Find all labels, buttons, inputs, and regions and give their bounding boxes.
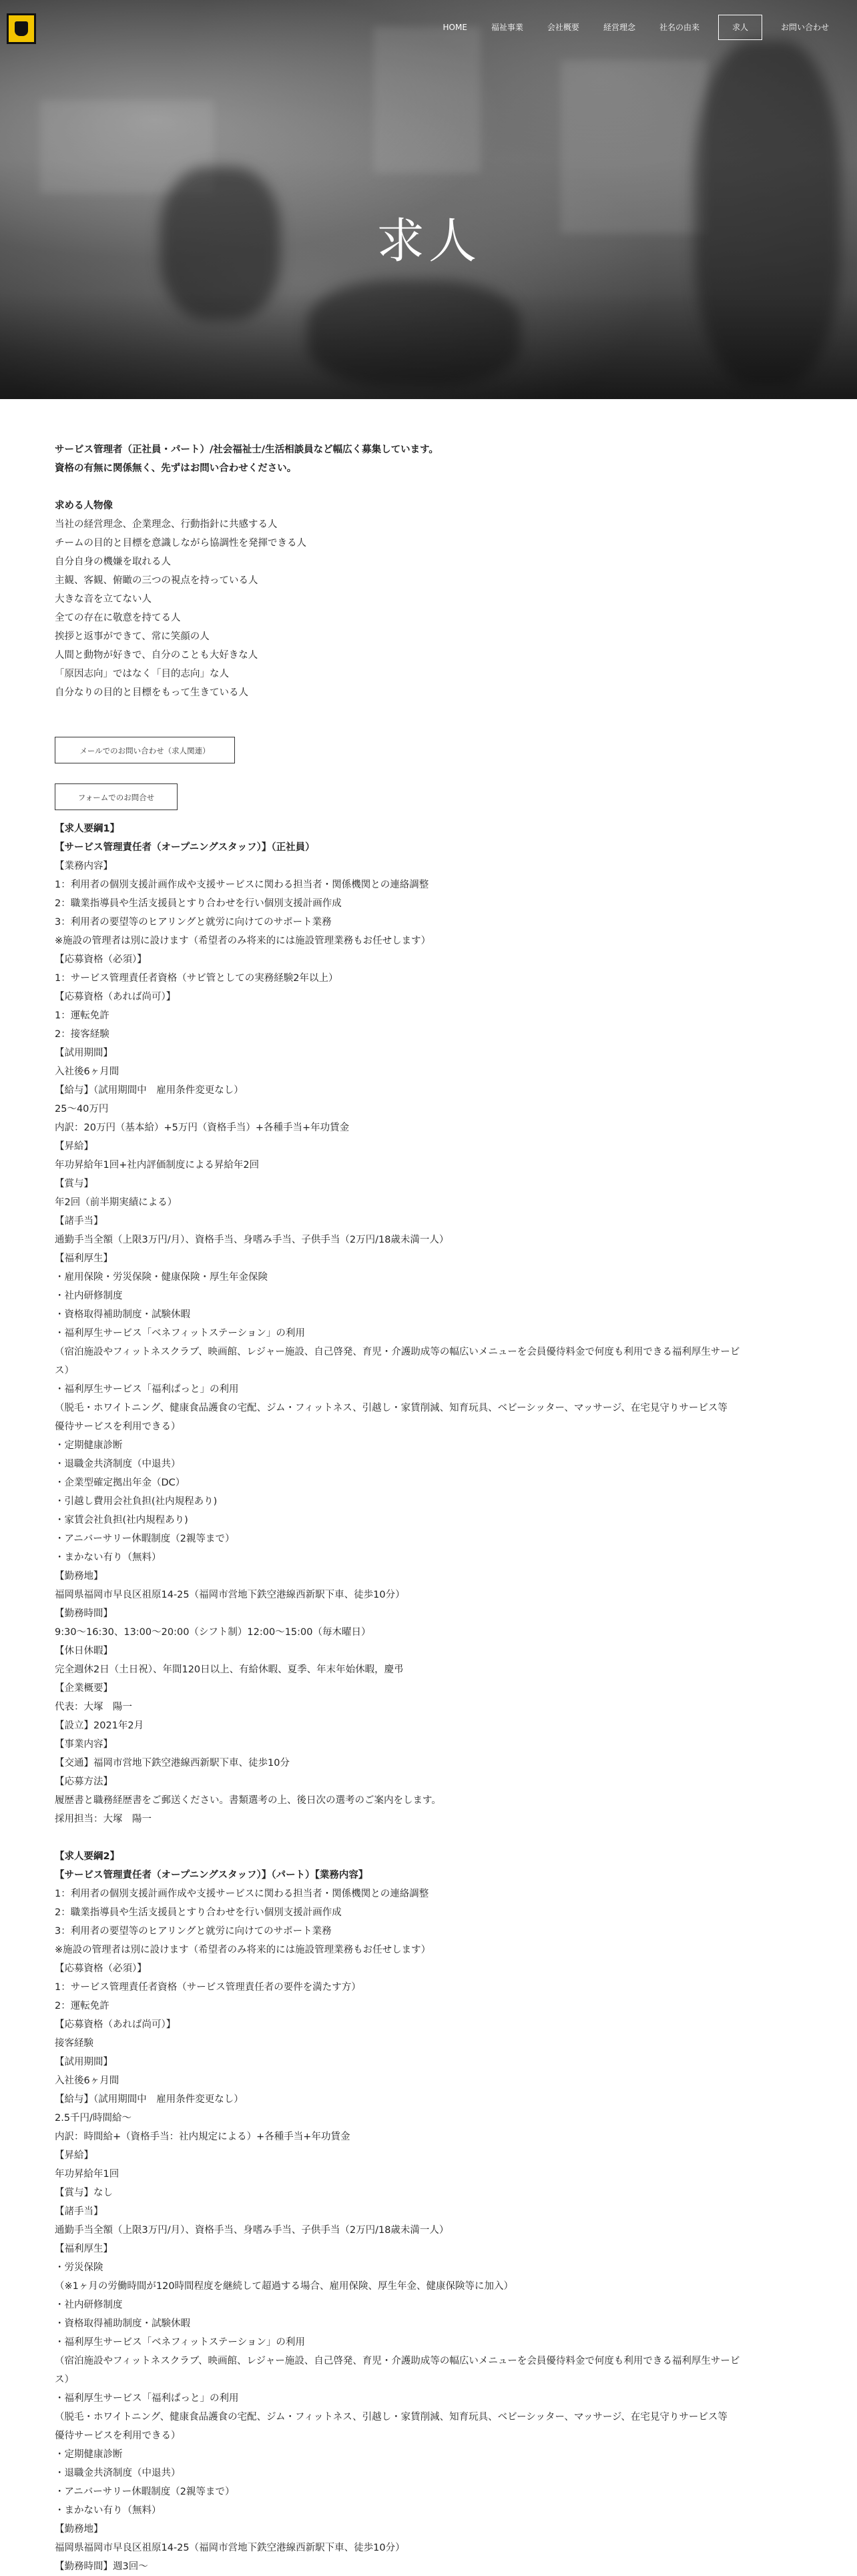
job-line: ・社内研修制度 xyxy=(55,2300,123,2310)
job-line: 2：接客経験 xyxy=(55,1029,109,1040)
job-line: 【福利厚生】 xyxy=(55,1253,113,1264)
logo-mark-icon xyxy=(15,21,28,36)
job-line: 【応募資格（あれば尚可）】 xyxy=(55,992,176,1002)
hero-background-shape xyxy=(374,27,481,174)
job-line: 【設立】2021年2月 xyxy=(55,1720,144,1731)
nav-item-philosophy[interactable]: 経営理念 xyxy=(603,23,635,32)
job-line: 接客経験 xyxy=(55,2038,93,2049)
job-line: 【勤務地】 xyxy=(55,1571,103,1582)
job-line: ス） xyxy=(55,1365,74,1376)
job-line: 【諸手当】 xyxy=(55,2206,103,2217)
wanted-item: 自分なりの目的と目標をもって生きている人 xyxy=(55,687,248,698)
job-line: 採用担当：大塚 陽一 xyxy=(55,1814,152,1825)
job-line: ス） xyxy=(55,2374,74,2385)
job-line: 完全週休2日（土日祝）、年間120日以上、有給休暇、夏季、年末年始休暇，慶弔 xyxy=(55,1664,404,1675)
job-line: ・企業型確定拠出年金（DC） xyxy=(55,1478,186,1488)
job-line: 【休日休暇】 xyxy=(55,1646,113,1656)
job-line: 1：サービス管理責任者資格（サビ管としての実務経験2年以上） xyxy=(55,973,338,984)
job-line: ・労災保険 xyxy=(55,2262,103,2273)
job-line: 【サービス管理責任者（オープニングスタッフ）】（パート）【業務内容】 xyxy=(55,1870,368,1881)
form-contact-button[interactable]: フォームでのお問合せ xyxy=(55,783,178,810)
intro-line: サービス管理者（正社員・パート）/社会福祉士/生活相談員など幅広く募集しています。 xyxy=(55,444,439,455)
nav-item-home[interactable]: HOME xyxy=(443,23,467,32)
job-line: 1：サービス管理責任者資格（サービス管理責任者の要件を満たす方） xyxy=(55,1982,361,1993)
job-line: 【昇給】 xyxy=(55,1141,93,1152)
wanted-item: 大きな音を立てない人 xyxy=(55,594,152,605)
job-line: ※施設の管理者は別に設けます（希望者のみ将来的には施設管理業務もお任せします） xyxy=(55,1945,431,1955)
job-line: 年功昇給年1回 xyxy=(55,2169,119,2180)
job-line: 【求人要綱1】 xyxy=(55,824,120,834)
job-line: 内訳：20万円（基本給）+5万円（資格手当）+各種手当+年功賃金 xyxy=(55,1122,350,1133)
job-line: ・退職金共済制度（中退共） xyxy=(55,2468,181,2479)
job-line: 通勤手当全額（上限3万円/月）、資格手当、身嗜み手当、子供手当（2万円/18歳未満一人） xyxy=(55,1235,449,1245)
job-line: ・福利厚生サービス「福利ぱっと」の利用 xyxy=(55,2393,239,2404)
page-title: 求人 xyxy=(376,213,481,270)
job-line: ・福利厚生サービス「福利ぱっと」の利用 xyxy=(55,1384,239,1395)
wanted-item: 当社の経営理念、企業理念、行動指針に共感する人 xyxy=(55,519,278,530)
nav-item-name-origin[interactable]: 社名の由来 xyxy=(659,23,699,32)
job-line: 入社後6ヶ月間 xyxy=(55,1066,119,1077)
job-line: 【応募資格（必須）】 xyxy=(55,954,147,965)
wanted-title: 求める人物像 xyxy=(55,501,113,511)
job-line: 1：運転免許 xyxy=(55,1010,109,1021)
job-line: 優待サービスを利用できる） xyxy=(55,2431,181,2441)
main-content xyxy=(0,399,857,2576)
job-line: 履歴書と職務経歴書をご郵送ください。書類選考の上、後日次の選考のご案内をします。 xyxy=(55,1795,441,1806)
job-line: 2.5千円/時間給〜 xyxy=(55,2113,131,2124)
job-line: 内訳：時間給+（資格手当：社内規定による）+各種手当+年功賃金 xyxy=(55,2132,350,2142)
job-line: ・アニバーサリー休暇制度（2親等まで） xyxy=(55,1534,235,1544)
job-line: 【応募資格（必須）】 xyxy=(55,1963,147,1974)
job-line: 【勤務時間】 xyxy=(55,1608,113,1619)
job-line: ・アニバーサリー休暇制度（2親等まで） xyxy=(55,2487,235,2497)
job-line: 2：職業指導員や生活支援員とすり合わせを行い個別支援計画作成 xyxy=(55,898,342,909)
wanted-item: 「原因志向」ではなく「目的志向」な人 xyxy=(55,669,229,679)
job-line: 【福利厚生】 xyxy=(55,2244,113,2254)
job-line: 【試用期間】 xyxy=(55,2057,113,2067)
hero-fade xyxy=(0,292,857,399)
job-line: 【サービス管理責任者（オープニングスタッフ）】（正社員） xyxy=(55,842,315,853)
job-listing-1 xyxy=(55,820,802,1829)
job-line: ・退職金共済制度（中退共） xyxy=(55,1459,181,1470)
job-line: 福岡県福岡市早良区祖原14-25（福岡市営地下鉄空港線西新駅下車、徒歩10分） xyxy=(55,1590,405,1600)
job-line: ・まかない有り（無料） xyxy=(55,2505,162,2516)
job-line: 入社後6ヶ月間 xyxy=(55,2075,119,2086)
job-line: 【試用期間】 xyxy=(55,1048,113,1058)
company-logo[interactable] xyxy=(7,13,36,44)
job-line: （※1ヶ月の労働時間が120時間程度を継続して超過する場合、雇用保険、厚生年金、健康保険等に加入） xyxy=(55,2281,514,2292)
job-line: ※施設の管理者は別に設けます（希望者のみ将来的には施設管理業務もお任せします） xyxy=(55,936,431,946)
job-line: 【応募資格（あれば尚可）】 xyxy=(55,2019,176,2030)
job-line: 福岡県福岡市早良区祖原14-25（福岡市営地下鉄空港線西新駅下車、徒歩10分） xyxy=(55,2543,405,2553)
wanted-item: 主観、客観、俯瞰の三つの視点を持っている人 xyxy=(55,575,258,586)
job-line: 【企業概要】 xyxy=(55,1683,113,1694)
job-line: 通勤手当全額（上限3万円/月）、資格手当、身嗜み手当、子供手当（2万円/18歳未満一人） xyxy=(55,2225,449,2236)
wanted-item: 全ての存在に敬意を持てる人 xyxy=(55,613,181,623)
job-line: ・資格取得補助制度・試験休暇 xyxy=(55,2318,190,2329)
job-line: 【諸手当】 xyxy=(55,1216,103,1227)
job-line: 【昇給】 xyxy=(55,2150,93,2161)
intro-line: 資格の有無に関係無く、先ずはお問い合わせください。 xyxy=(55,463,297,474)
job-line: 【勤務地】 xyxy=(55,2524,103,2535)
job-line: 25〜40万円 xyxy=(55,1104,109,1114)
hero-banner xyxy=(0,0,857,399)
wanted-item: 人間と動物が好きで、自分のことも大好きな人 xyxy=(55,650,258,661)
job-line: ・引越し費用会社負担(社内規程あり) xyxy=(55,1496,218,1507)
wanted-profile xyxy=(55,497,802,702)
job-line: 【交通】福岡市営地下鉄空港線西新駅下車、徒歩10分 xyxy=(55,1758,290,1768)
job-line: 【賞与】 xyxy=(55,1179,93,1189)
job-line: 代表：大塚 陽一 xyxy=(55,1702,132,1712)
wanted-item: 自分自身の機嫌を取れる人 xyxy=(55,557,171,567)
job-line: ・雇用保険・労災保険・健康保険・厚生年金保険 xyxy=(55,1272,268,1283)
job-line: ・家賃会社負担(社内規程あり) xyxy=(55,1515,188,1526)
job-line: 【業務内容】 xyxy=(55,861,113,872)
job-line: 9:30〜16:30、13:00〜20:00（シフト制）12:00〜15:00（毎木曜日） xyxy=(55,1627,371,1638)
job-line: 【給与】（試用期間中 雇用条件変更なし） xyxy=(55,1085,244,1096)
job-line: 【賞与】なし xyxy=(55,2188,113,2198)
nav-item-contact[interactable]: お問い合わせ xyxy=(780,23,829,32)
job-line: 優待サービスを利用できる） xyxy=(55,1421,181,1432)
nav-item-company[interactable]: 会社概要 xyxy=(547,23,579,32)
job-line: 【事業内容】 xyxy=(55,1739,113,1750)
job-line: ・資格取得補助制度・試験休暇 xyxy=(55,1309,190,1320)
job-line: （脱毛・ホワイトニング、健康食品護食の宅配、ジム・フィットネス、引越し・家賃削減、知育玩具、ベビーシッター、マッサージ、在宅見守りサービス等 xyxy=(55,1403,728,1413)
mail-contact-button[interactable]: メールでのお問い合わせ（求人関連） xyxy=(55,737,235,763)
job-line: （宿泊施設やフィットネスクラブ、映画館、レジャー施設、自己啓発、育児・介護助成等の幅広いメニューを会員優待料金で何度も利用できる福利厚生サービ xyxy=(55,2356,740,2366)
job-line: 1：利用者の個別支援計画作成や支援サービスに関わる担当者・関係機関との連絡調整 xyxy=(55,1889,429,1899)
job-line: ・福利厚生サービス「ベネフィットステーション」の利用 xyxy=(55,1328,305,1339)
job-line: （宿泊施設やフィットネスクラブ、映画館、レジャー施設、自己啓発、育児・介護助成等の幅広いメニューを会員優待料金で何度も利用できる福利厚生サービ xyxy=(55,1347,740,1357)
job-line: 【給与】（試用期間中 雇用条件変更なし） xyxy=(55,2094,244,2105)
job-line: 1：利用者の個別支援計画作成や支援サービスに関わる担当者・関係機関との連絡調整 xyxy=(55,880,429,890)
job-line: 【応募方法】 xyxy=(55,1777,113,1787)
job-listing-2 xyxy=(55,1847,802,2576)
wanted-item: チームの目的と目標を意識しながら協調性を発揮できる人 xyxy=(55,538,306,549)
nav-item-welfare[interactable]: 福祉事業 xyxy=(491,23,523,32)
wanted-item: 挨拶と返事ができて、常に笑顔の人 xyxy=(55,631,210,642)
intro xyxy=(55,440,802,478)
job-line: 【勤務時間】週3回〜 xyxy=(55,2561,148,2572)
job-line: 3：利用者の要望等のヒアリングと就労に向けてのサポート業務 xyxy=(55,1926,332,1937)
job-line: 【求人要綱2】 xyxy=(55,1851,120,1862)
job-line: 2：運転免許 xyxy=(55,2001,109,2011)
job-line: ・社内研修制度 xyxy=(55,1291,123,1301)
job-line: ・定期健康診断 xyxy=(55,2449,123,2460)
job-line: 2：職業指導員や生活支援員とすり合わせを行い個別支援計画作成 xyxy=(55,1907,342,1918)
job-line: 年功昇給年1回+社内評価制度による昇給年2回 xyxy=(55,1160,260,1171)
main-nav xyxy=(431,15,842,40)
job-line: ・定期健康診断 xyxy=(55,1440,123,1451)
nav-item-recruit[interactable]: 求人 xyxy=(718,15,762,40)
job-line: ・福利厚生サービス「ベネフィットステーション」の利用 xyxy=(55,2337,305,2348)
job-line: 年2回（前半期実績による） xyxy=(55,1197,178,1208)
job-line: ・まかない有り（無料） xyxy=(55,1552,162,1563)
job-line: 3：利用者の要望等のヒアリングと就労に向けてのサポート業務 xyxy=(55,917,332,928)
job-line: （脱毛・ホワイトニング、健康食品護食の宅配、ジム・フィットネス、引越し・家賃削減、知育玩具、ベビーシッター、マッサージ、在宅見守りサービス等 xyxy=(55,2412,728,2423)
